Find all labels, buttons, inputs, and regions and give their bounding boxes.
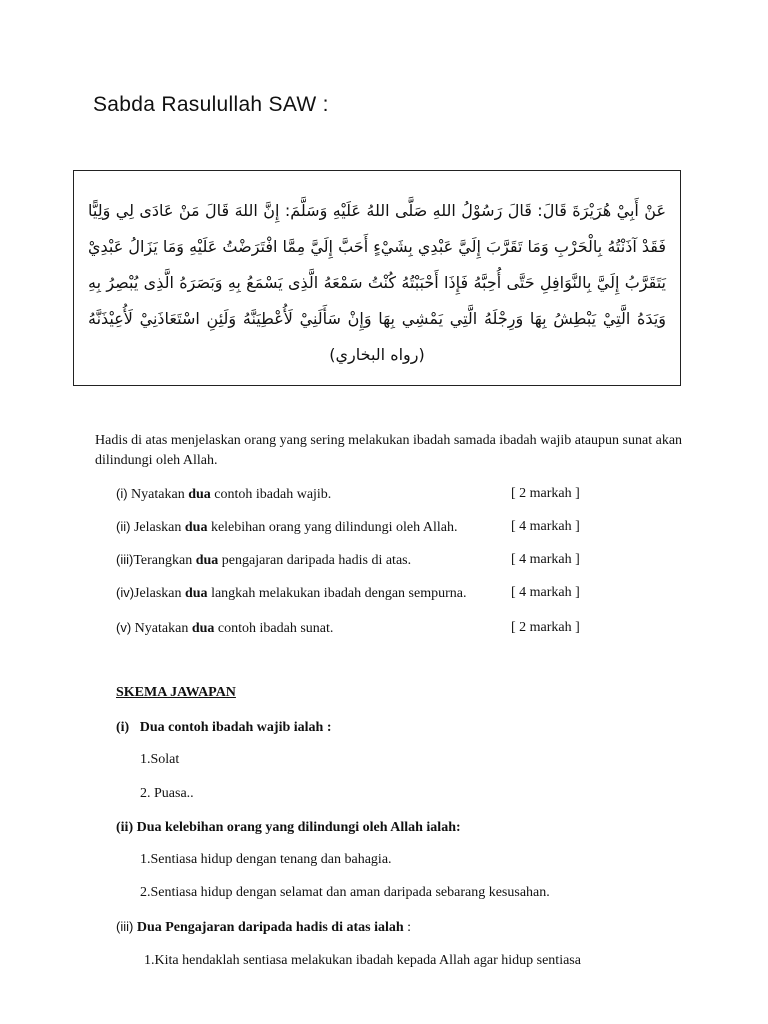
question-text-pre: Jelaskan [130, 520, 185, 535]
question-keyword: dua [188, 487, 211, 502]
question-text-post: contoh ibadah sunat. [214, 621, 334, 636]
question-text-pre: Terangkan [133, 553, 196, 568]
question-1 [116, 486, 331, 503]
question-5-mark: [ 2 markah ] [511, 620, 580, 635]
question-number: (i) [116, 486, 128, 501]
question-3 [116, 552, 411, 569]
page-title: Sabda Rasulullah SAW : [93, 93, 329, 116]
question-number: (v) [116, 620, 132, 635]
hadith-box [73, 170, 681, 386]
answer-section-2-label: (ii) Dua kelebihan orang yang dilindungi oleh Allah ialah: [116, 820, 461, 835]
answer-item: 1.Solat [140, 752, 180, 767]
question-text-post: pengajaran daripada hadis di atas. [218, 553, 412, 568]
question-text-pre: Jelaskan [134, 586, 185, 601]
answer-item: 1.Sentiasa hidup dengan tenang dan bahagia. [140, 852, 392, 867]
question-number: (ii) [116, 519, 131, 534]
question-keyword: dua [184, 520, 208, 535]
question-text-post: langkah melakukan ibadah dengan sempurna. [207, 586, 467, 601]
question-1-mark: [ 2 markah ] [511, 486, 580, 501]
question-4-mark: [ 4 markah ] [511, 585, 580, 600]
intro-paragraph: Hadis di atas menjelaskan orang yang sering melakukan ibadah samada ibadah wajib ataupun sunat akan dilindungi oleh Allah. [95, 433, 683, 468]
answer-section-1-label: (i) Dua contoh ibadah wajib ialah : [116, 720, 332, 735]
answer-section-3-label [116, 919, 411, 936]
question-keyword: dua [195, 553, 219, 568]
question-2-mark: [ 4 markah ] [511, 519, 580, 534]
question-text-pre: Nyatakan [127, 487, 189, 502]
section-label-suffix: : [403, 920, 412, 935]
question-text-pre: Nyatakan [131, 621, 192, 636]
question-text-post: kelebihan orang yang dilindungi oleh Allah. [207, 520, 458, 535]
question-2 [116, 519, 457, 536]
question-number: (iii) [116, 552, 134, 567]
question-keyword: dua [184, 586, 208, 601]
section-number: (iii) [116, 919, 134, 934]
question-3-mark: [ 4 markah ] [511, 552, 580, 567]
question-number: (iv) [116, 585, 135, 600]
question-5 [116, 620, 333, 637]
question-4 [116, 585, 466, 602]
section-label-text: Dua Pengajaran daripada hadis di atas ialah [133, 920, 404, 935]
question-text-post: contoh ibadah wajib. [210, 487, 332, 502]
answer-scheme-heading: SKEMA JAWAPAN [116, 685, 236, 700]
hadith-arabic-text: عَنْ أَبِيْ هُرَيْرَةَ قَالَ: قَالَ رَسُوْلُ اللهِ صَلَّى اللهُ عَلَيْهِ وَسَلَّمَ: إِنَّ اللهَ قَالَ مَنْ عَادَى لِي وَلِيًّا فَقَدْ آذَنْتُهُ بِالْحَرْبِ وَمَا تَقَرَّبَ إِلَيَّ عَبْدِي بِشَيْءٍ أَحَبَّ إِلَيَّ مِمَّا افْتَرَضْتُ عَلَيْهِ وَمَا يَزَالُ عَبْدِيْ يَتَقَرَّبُ إِلَيَّ بِالنَّوَافِلِ حَتَّى أُحِبَّهُ فَإِذَا أَحْبَبْتُهُ كُنْتُ سَمْعَهُ الَّذِى يَسْمَعُ بِهِ وَبَصَرَهُ الَّذِى يُبْصِرُ بِهِ وَيَدَهُ الَّتِيْ يَبْطِشُ بِهَا وَرِجْلَهُ الَّتِي يَمْشِي بِهَا وَإِنْ سَأَلَنِيْ لَأُعْطِيَنَّهُ وَلَئِنِ اسْتَعَاذَنِيْ لَأُعِيْذَنَّهُ (رواه البخاري) [88, 201, 666, 364]
answer-item: 2.Sentiasa hidup dengan selamat dan aman daripada sebarang kesusahan. [140, 885, 550, 900]
question-keyword: dua [191, 621, 215, 636]
answer-item: 2. Puasa.. [140, 786, 194, 801]
answer-item: 1.Kita hendaklah sentiasa melakukan ibadah kepada Allah agar hidup sentiasa [144, 953, 581, 968]
